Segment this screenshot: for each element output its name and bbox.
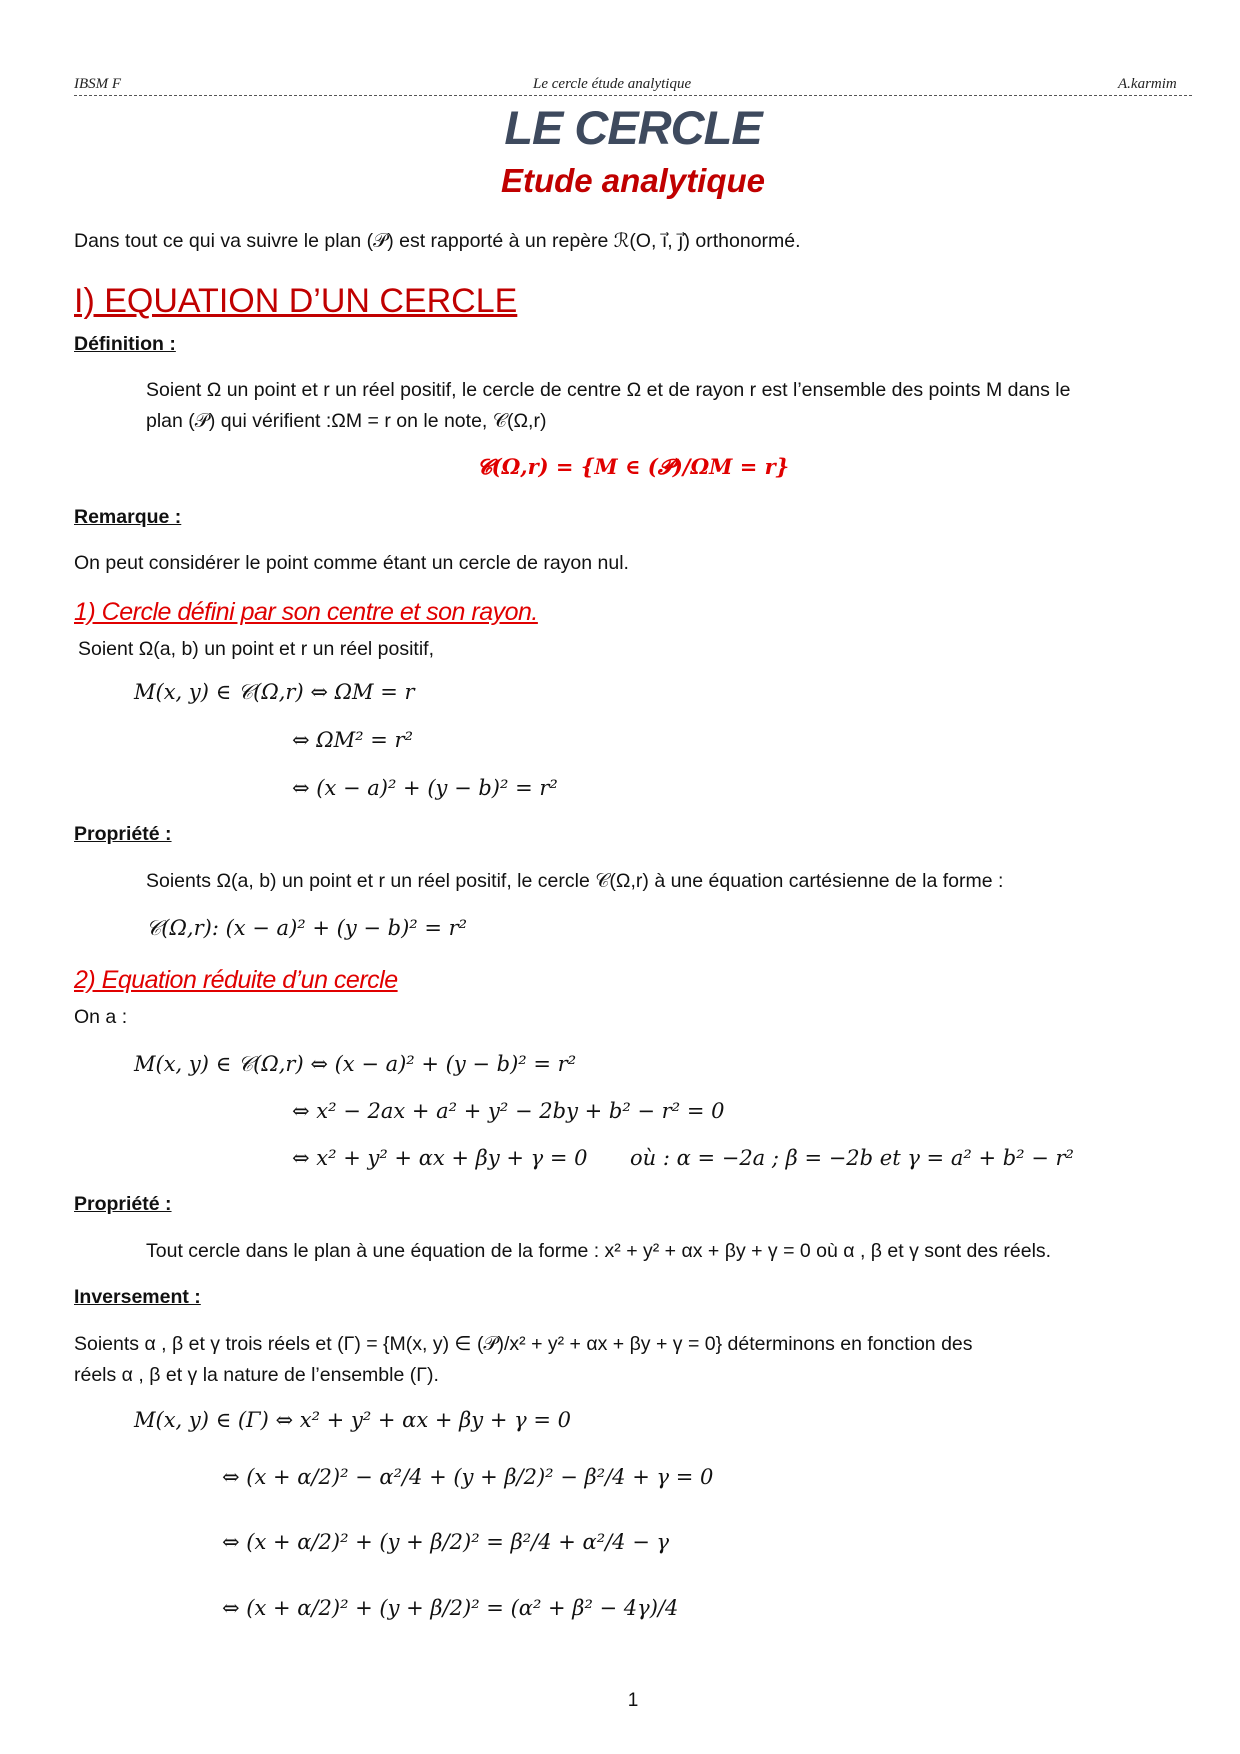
derivation-equation-4: ⇔ (x + α/2)² + (y + β/2)² = (α² + β² − 4γ)/4 xyxy=(222,1596,679,1620)
definition-formula: 𝓒(Ω,r) = {M ∈ (𝓟)/ΩM = r} xyxy=(476,454,790,479)
derivation-equation-3: ⇔ (x + α/2)² + (y + β/2)² = β²/4 + α²/4 − γ xyxy=(222,1530,670,1554)
inversement-line-1: Soients α , β et γ trois réels et (Γ) = {M(x, y) ∈ (𝒫)/x² + y² + αx + βy + γ = 0} déterminons en fonction des xyxy=(74,1333,973,1355)
page-subtitle: Etude analytique xyxy=(500,162,766,199)
sub2-equation-1: M(x, y) ∈ 𝒞(Ω,r) ⇔ (x − a)² + (y − b)² = r² xyxy=(134,1052,577,1076)
definition-line-2: plan (𝒫) qui vérifient :ΩM = r on le note, 𝒞(Ω,r) xyxy=(146,410,547,432)
sub1-equation-3: ⇔ (x − a)² + (y − b)² = r² xyxy=(292,776,558,800)
header-center: Le cercle étude analytique xyxy=(533,76,692,92)
header-divider xyxy=(74,95,1192,96)
definition-label: Définition : xyxy=(74,333,176,355)
page-title: LE CERCLE xyxy=(504,101,762,154)
definition-line-1: Soient Ω un point et r un réel positif, le cercle de centre Ω et de rayon r est l’ensemble des points M dans le xyxy=(146,379,1071,401)
propriete-1-equation: 𝒞(Ω,r): (x − a)² + (y − b)² = r² xyxy=(146,916,468,940)
remarque-label: Remarque : xyxy=(74,506,182,528)
sub1-equation-2: ⇔ ΩM² = r² xyxy=(292,728,414,752)
intro-text: Dans tout ce qui va suivre le plan (𝒫) est rapporté à un repère ℛ(O, i⃗, j⃗) orthonormé. xyxy=(74,230,801,252)
inversement-label: Inversement : xyxy=(74,1286,201,1308)
sub2-equation-3-where: où : α = −2a ; β = −2b et γ = a² + b² − r² xyxy=(630,1146,1074,1170)
sub1-equation-1: M(x, y) ∈ 𝒞(Ω,r) ⇔ ΩM = r xyxy=(134,680,415,704)
propriete-1-text: Soients Ω(a, b) un point et r un réel positif, le cercle 𝒞(Ω,r) à une équation cartésienne de la forme : xyxy=(146,870,1004,892)
propriete-1-label: Propriété : xyxy=(74,823,172,845)
section-1-title: I) EQUATION D’UN CERCLE xyxy=(74,282,518,320)
propriete-2-text: Tout cercle dans le plan à une équation de la forme : x² + y² + αx + βy + γ = 0 où α , β et γ sont des réels. xyxy=(146,1240,1052,1262)
inversement-equation-1: M(x, y) ∈ (Γ) ⇔ x² + y² + αx + βy + γ = 0 xyxy=(134,1408,571,1432)
remarque-text: On peut considérer le point comme étant un cercle de rayon nul. xyxy=(74,552,629,574)
propriete-2-label: Propriété : xyxy=(74,1193,172,1215)
sub2-equation-2: ⇔ x² − 2ax + a² + y² − 2by + b² − r² = 0 xyxy=(292,1099,725,1123)
sub2-equation-3: ⇔ x² + y² + αx + βy + γ = 0 xyxy=(292,1146,588,1170)
subsection-1-intro: Soient Ω(a, b) un point et r un réel positif, xyxy=(78,638,435,660)
header-right: A.karmim xyxy=(1118,76,1177,92)
subsection-2-title: 2) Equation réduite d’un cercle xyxy=(74,966,398,994)
subsection-1-title: 1) Cercle défini par son centre et son rayon. xyxy=(74,598,538,626)
header-left: IBSM F xyxy=(74,76,122,92)
derivation-equation-2: ⇔ (x + α/2)² − α²/4 + (y + β/2)² − β²/4 + γ = 0 xyxy=(222,1465,714,1489)
page-number: 1 xyxy=(627,1690,639,1711)
inversement-line-2: réels α , β et γ la nature de l’ensemble (Γ). xyxy=(74,1364,439,1386)
subsection-2-intro: On a : xyxy=(74,1006,128,1028)
